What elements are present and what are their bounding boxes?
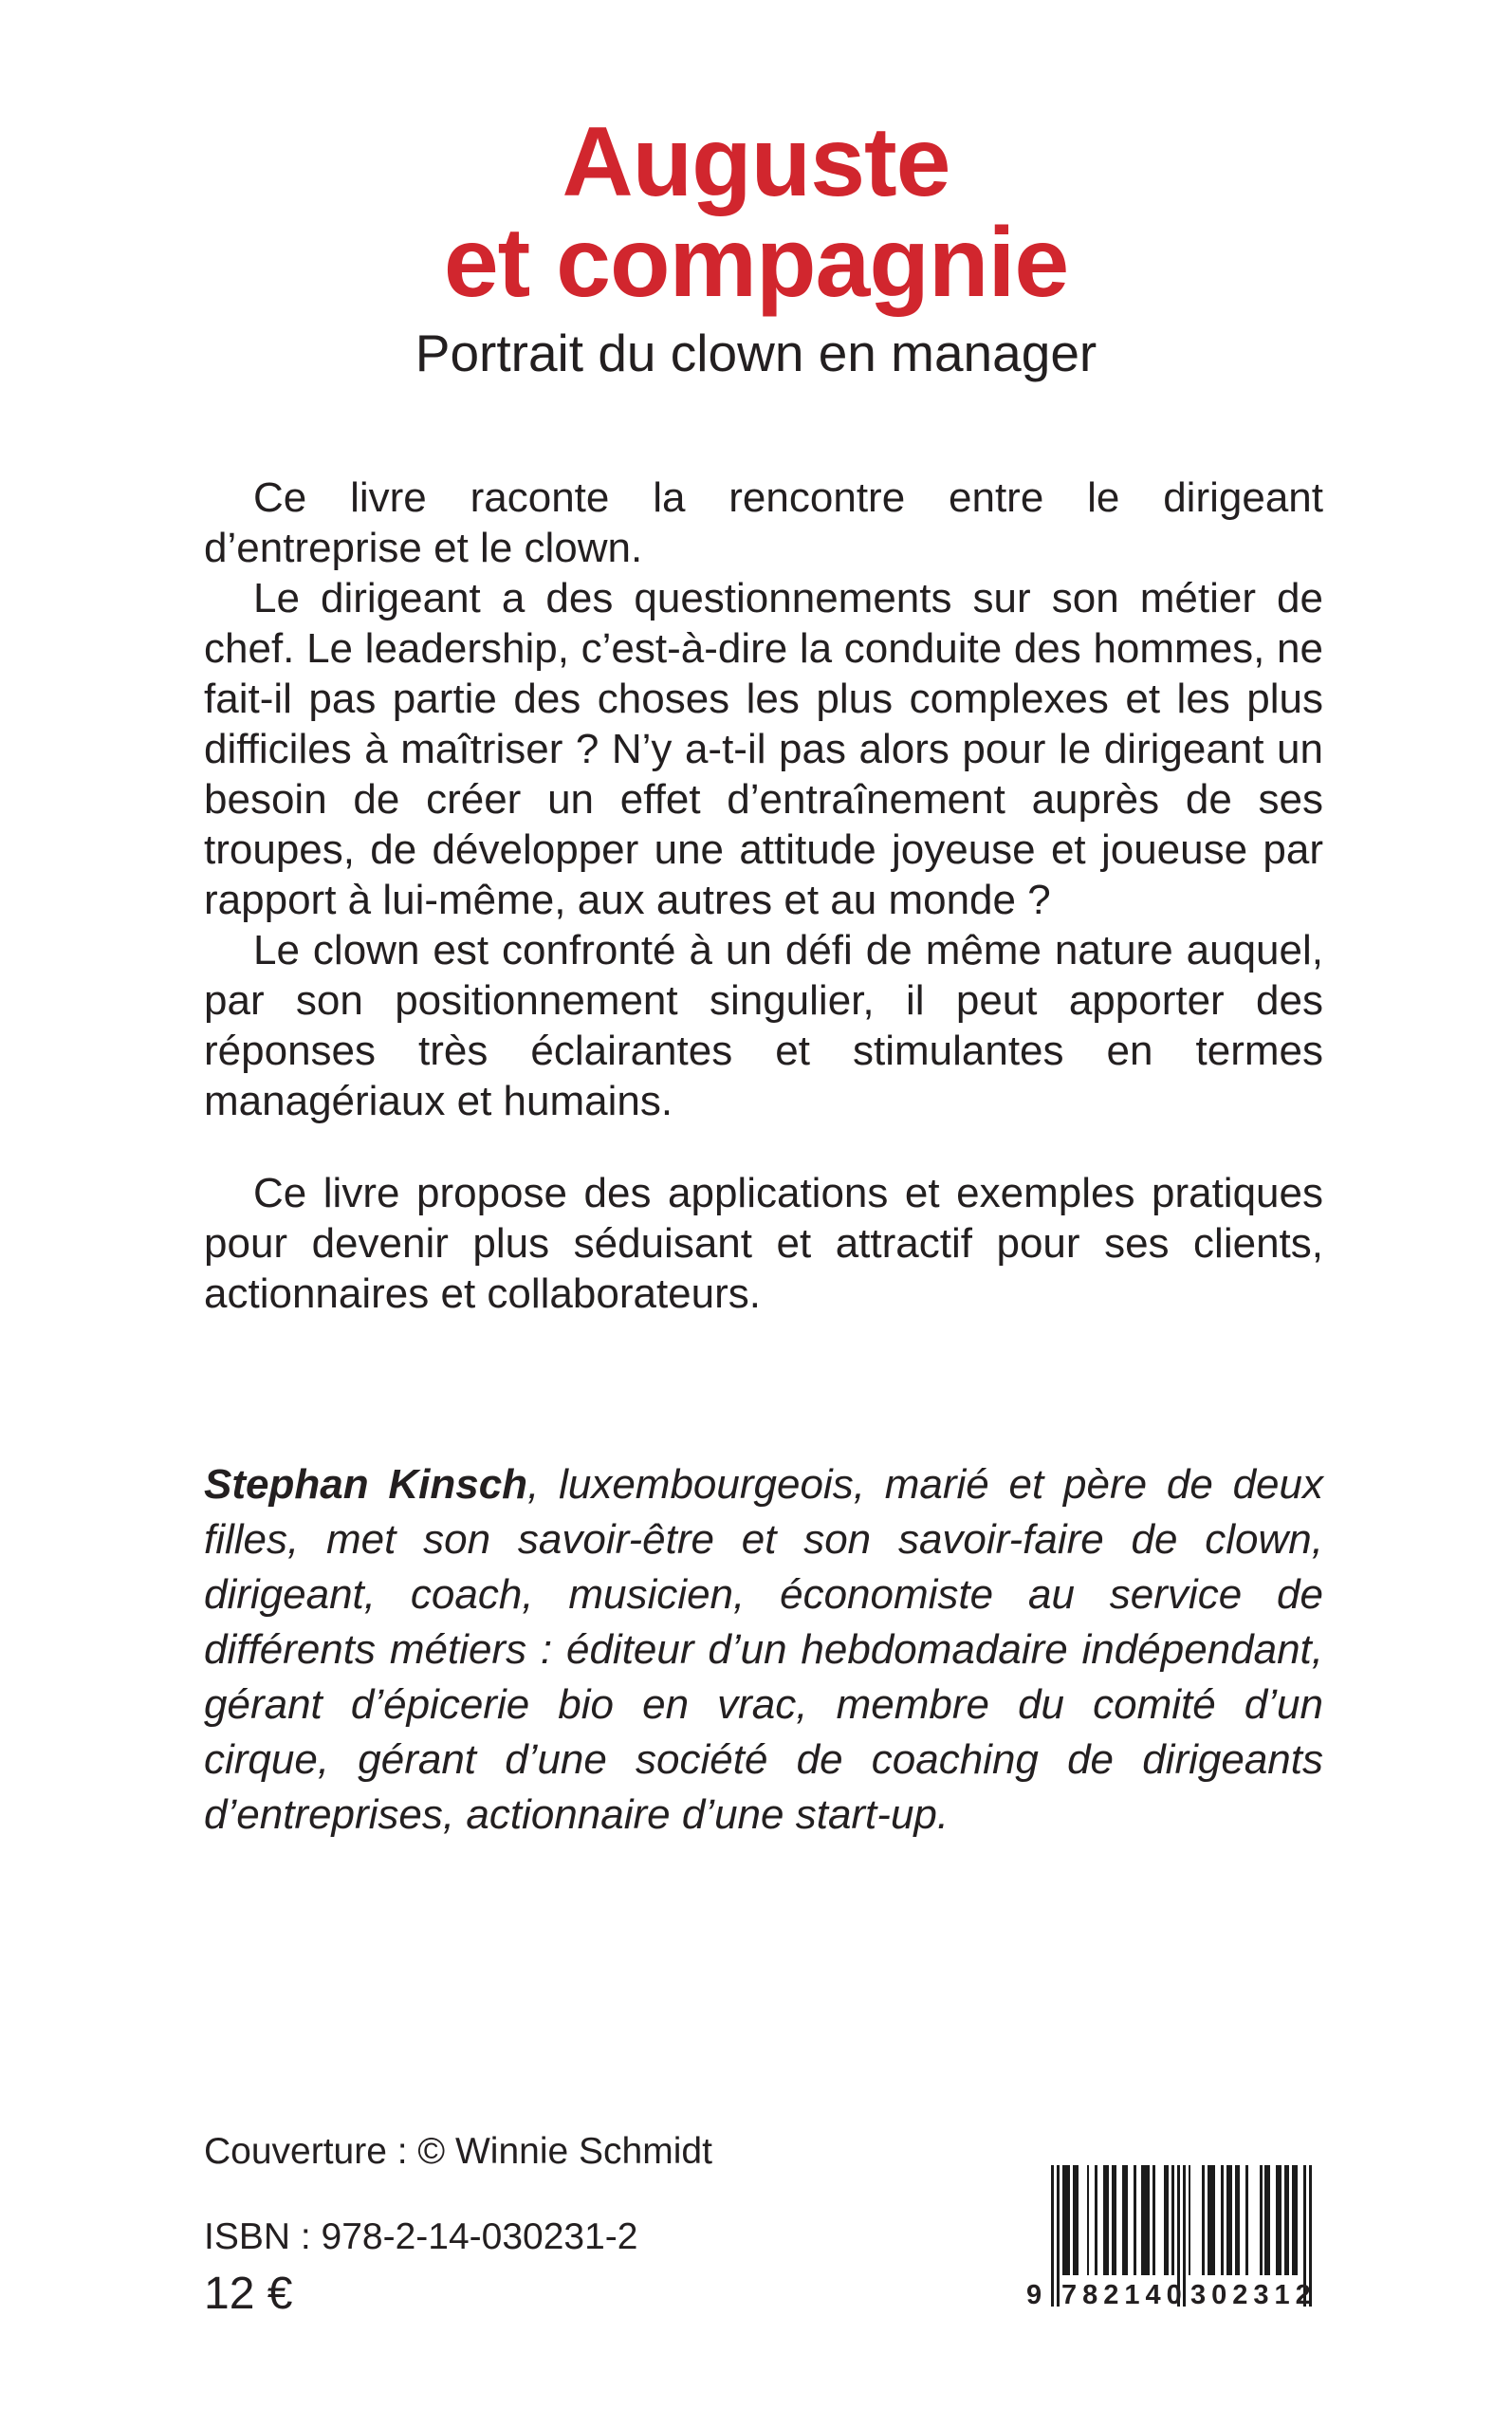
back-cover-blurb: [204, 473, 1323, 1319]
book-title: [0, 107, 1512, 318]
blurb-paragraph-1: Ce livre raconte la rencontre entre le dirigeant d’entreprise et le clown.: [204, 474, 1323, 571]
isbn-line: ISBN : 978-2-14-030231-2: [204, 2216, 638, 2257]
ean13-barcode: [1026, 2165, 1317, 2315]
book-title-line1: Auguste: [562, 107, 950, 217]
book-subtitle: Portrait du clown en manager: [415, 324, 1097, 382]
barcode-digits-group2: 302312: [1190, 2280, 1317, 2310]
author-bio: [204, 1457, 1323, 1843]
blurb-paragraph-3: Le clown est confronté à un défi de même nature auquel, par son positionnement singulier, il peut apporter des réponses très éclairantes et stimulantes en termes managériaux et humains.: [204, 927, 1323, 1124]
barcode-digit-left: 9: [1026, 2280, 1042, 2310]
book-title-line2: et compagnie: [443, 208, 1069, 318]
blurb-paragraph-2: Le dirigeant a des questionnements sur son métier de chef. Le leadership, c’est-à-dire la conduite des hommes, ne fait-il pas partie des choses les plus complexes et les plus difficiles à maîtriser ? N’y a-t-il pas alors pour le dirigeant un besoin de créer un effet d’entraînement auprès de ses troupes, de développer une attitude joyeuse et joueuse par rapport à lui-même, aux autres et au monde ?: [204, 575, 1323, 923]
author-name: Stephan Kinsch: [204, 1461, 528, 1508]
cover-credit: Couverture : © Winnie Schmidt: [204, 2131, 712, 2172]
author-bio-text: , luxembourgeois, marié et père de deux filles, met son savoir-être et son savoir-faire de clown, dirigeant, coach, musicien, économiste au service de différents métiers : éditeur d’un hebdomadaire indépendant, gérant d’épicerie bio en vrac, membre du comité d’un cirque, gérant d’une société de coaching de dirigeants d’entreprises, actionnaire d’une start-up.: [204, 1461, 1323, 1838]
barcode-numbers: [1026, 2280, 1317, 2315]
price: 12 €: [204, 2269, 293, 2319]
blurb-paragraph-4: Ce livre propose des applications et exemples pratiques pour devenir plus séduisant et attractif pour ses clients, actionnaires et collaborateurs.: [204, 1170, 1323, 1317]
barcode-digits-group1: 782140: [1061, 2280, 1188, 2310]
